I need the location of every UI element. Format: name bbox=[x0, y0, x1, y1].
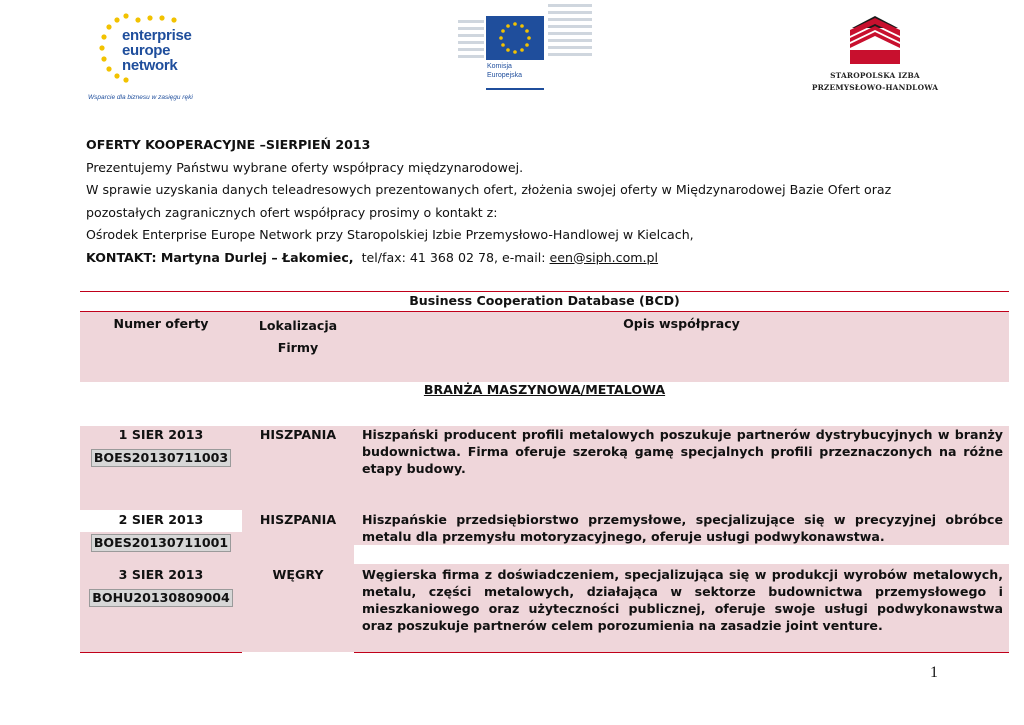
row-2-desc-gap bbox=[354, 545, 1009, 564]
header-location-line-2: Firmy bbox=[277, 340, 319, 355]
row-1-number bbox=[80, 426, 242, 467]
row-1-code: BOES20130711003 bbox=[91, 449, 231, 467]
header-description: Opis współpracy bbox=[623, 316, 740, 331]
ec-word-1: Komisja bbox=[487, 63, 512, 70]
contact-email-link[interactable]: een@siph.com.pl bbox=[549, 249, 659, 265]
een-word-2: europe bbox=[122, 42, 171, 59]
siph-word-1: STAROPOLSKA IZBA bbox=[830, 71, 920, 80]
row-3-country: WĘGRY bbox=[272, 567, 324, 582]
row-2-description: Hiszpańskie przedsiębiorstwo przemysłowe, specjalizujące się w precyzyjnej obróbce metalu dla przemysłu motoryzacyjnego, oferuje usługi podwykonawstwa. bbox=[362, 512, 1003, 544]
page-number: 1 bbox=[930, 664, 938, 681]
table-bottom-rule-left bbox=[80, 652, 242, 653]
table-header-rule bbox=[80, 311, 1009, 312]
intro-line-3: pozostałych zagranicznych ofert współpracy prosimy o kontakt z: bbox=[86, 204, 498, 220]
een-tagline: Wsparcie dla biznesu w zasięgu ręki bbox=[88, 94, 193, 101]
table-bottom-rule-right bbox=[354, 652, 1009, 653]
header-location-line-1: Lokalizacja bbox=[258, 318, 338, 333]
contact-label: KONTAKT: Martyna Durlej – Łakomiec, bbox=[86, 249, 354, 265]
row-1-country: HISZPANIA bbox=[259, 427, 337, 442]
document-title: OFERTY KOOPERACYJNE –SIERPIEŃ 2013 bbox=[86, 137, 371, 152]
row-3-date: 3 SIER 2013 bbox=[118, 567, 204, 582]
ec-word-2: Europejska bbox=[487, 72, 523, 79]
row-2-code: BOES20130711001 bbox=[91, 534, 231, 552]
row-2-date: 2 SIER 2013 bbox=[118, 512, 204, 527]
row-1-date: 1 SIER 2013 bbox=[118, 427, 204, 442]
siph-wordmark bbox=[800, 70, 950, 94]
een-word-3: network bbox=[122, 57, 178, 74]
siph-word-2: PRZEMYSŁOWO-HANDLOWA bbox=[811, 83, 939, 92]
row-3-description: Węgierska firma z doświadczeniem, specjalizująca się w produkcji wyrobów metalowych, metalu, części metalowych, działająca w sektorze budownictwa przemysłowego i mieszkaniowego oraz użyteczności publicznej, oferuje swoje usługi podwykonawstwa oraz poszukuje partnerów celem porozumienia na zasadzie joint venture. bbox=[362, 567, 1003, 633]
ec-wordmark bbox=[487, 62, 522, 80]
row-2-number bbox=[80, 511, 242, 552]
contact-phone: tel/fax: 41 368 02 78, e-mail: bbox=[361, 249, 550, 265]
row-3-code: BOHU20130809004 bbox=[89, 589, 232, 607]
intro-line-1: Prezentujemy Państwu wybrane oferty współpracy międzynarodowej. bbox=[86, 159, 524, 175]
contact-line bbox=[86, 247, 986, 270]
enterprise-europe-network-logo bbox=[88, 10, 206, 102]
ec-building-flag-icon bbox=[456, 0, 596, 92]
header-number: Numer oferty bbox=[113, 316, 209, 331]
table-title: Business Cooperation Database (BCD) bbox=[409, 293, 680, 308]
row-2-country: HISZPANIA bbox=[259, 512, 337, 527]
siph-logo bbox=[800, 14, 950, 94]
intro-line-4: Ośrodek Enterprise Europe Network przy Staropolskiej Izbie Przemysłowo-Handlowej w Kielcach, bbox=[86, 227, 694, 242]
een-word-1: enterprise bbox=[122, 27, 192, 44]
european-commission-logo bbox=[456, 0, 596, 92]
siph-chevron-icon bbox=[800, 14, 950, 70]
header-location bbox=[242, 315, 354, 359]
row-3-number bbox=[80, 566, 242, 607]
een-wordmark bbox=[122, 28, 192, 73]
intro-block bbox=[86, 134, 986, 269]
intro-line-2: W sprawie uzyskania danych teleadresowych prezentowanych ofert, złożenia swojej oferty w Międzynarodowej Bazie Ofert oraz bbox=[86, 182, 892, 197]
section-heading: BRANŻA MASZYNOWA/METALOWA bbox=[423, 382, 666, 397]
row-1-description: Hiszpański producent profili metalowych poszukuje partnerów dystrybucyjnych w branży budownictwa. Firma oferuje szeroką gamę specjalnych profili przeznaczonych na różne etapy budowy. bbox=[362, 427, 1003, 476]
